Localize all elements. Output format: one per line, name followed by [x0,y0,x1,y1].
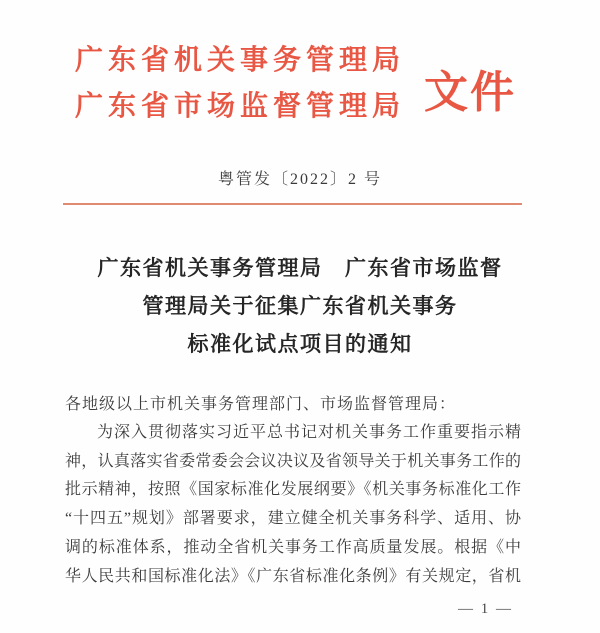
document-reference-number: 粤管发〔2022〕2 号 [217,171,382,188]
paragraph-line: “十四五”规划》部署要求，建立健全机关事务科学、适用、协 [65,510,521,528]
page-number: — 1 — [458,601,513,617]
document-letterhead [75,38,560,130]
agency-name-line-2: 广东省市场监督管理局 [75,91,406,122]
letterhead-agencies [75,38,405,130]
paragraph-line: 神，认真落实省委常委会会议决议及省领导关于机关事务工作的 [65,452,521,470]
paragraph-line: 华人民共和国标准化法》《广东省标准化条例》有关规定，省机 [65,567,521,585]
title-line-1: 广东省机关事务管理局 广东省市场监督 [97,256,503,280]
paragraph-line: 调的标准体系，推动全省机关事务工作高质量发展。根据《中 [65,538,521,556]
paragraph-line: 为深入贯彻落实习近平总书记对机关事务工作重要指示精 [97,424,521,441]
title-line-2: 管理局关于征集广东省机关事务 [142,294,458,318]
document-title [40,249,560,363]
agency-name-line-1: 广东省机关事务管理局 [75,45,406,76]
document-body [65,390,521,591]
paragraph-line: 批示精神，按照《国家标准化发展纲要》《机关事务标准化工作 [65,481,521,499]
title-line-3: 标准化试点项目的通知 [187,332,413,356]
red-divider-line [63,203,522,205]
salutation-line: 各地级以上市机关事务管理部门、市场监督管理局： [65,396,457,413]
document-label: 文件 [424,68,516,117]
